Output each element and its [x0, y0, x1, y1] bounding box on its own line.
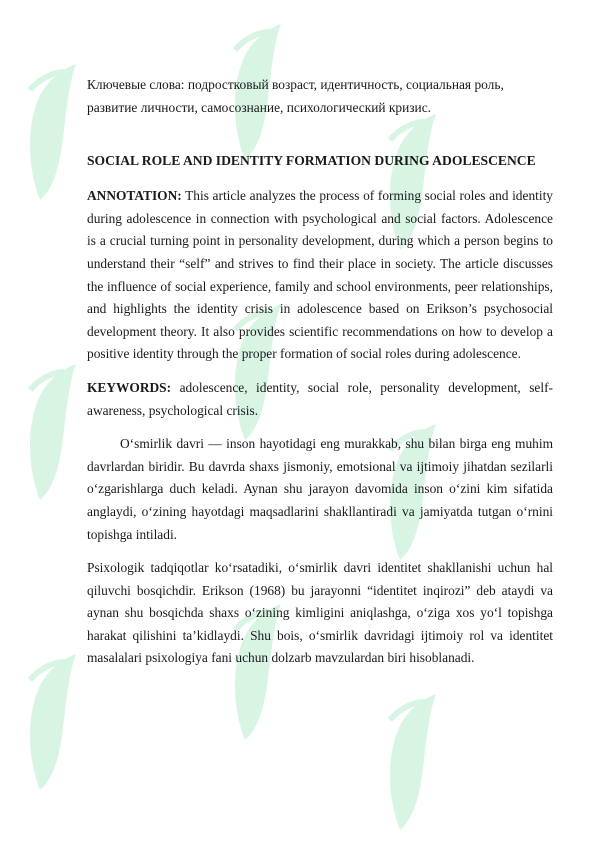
watermark-icon	[20, 360, 82, 510]
annotation-text: This article analyzes the process of forming social roles and identity during adolescence in connection with psychological and social factors. Adolescence is a crucial turning point in personality development, during which a person begins to understand their “self” and strives to find their place in society. The article discusses the influence of social experience, family and school environments, peer relationships, and highlights the identity crisis in adolescence based on Erikson’s psychosocial development theory. It also provides scientific recommendations on how to develop a positive identity through the proper formation of social roles during adolescence.	[87, 188, 554, 362]
watermark-icon	[20, 650, 82, 800]
keywords-russian: Ключевые слова: подростковый возраст, идентичность, социальная роль, развитие личности, самосознание, психологический кризис.	[87, 77, 504, 115]
keywords-label: KEYWORDS:	[87, 379, 172, 395]
article-title: SOCIAL ROLE AND IDENTITY FORMATION DURING ADOLESCENCE	[87, 153, 536, 169]
body-paragraph-1: O‘smirlik davri — inson hayotidagi eng murakkab, shu bilan birga eng muhim davrlardan biridir. Bu davrda shaxs jismoniy, emotsional va ijtimoiy jihatdan sezilarli o‘zgarishlarga duch keladi. Aynan shu jarayon davomida inson o‘zini kim sifatida anglaydi, o‘zining hayotdagi maqsadlarini shakllantiradi va jamiyatda tutgan o‘rnini topishga intiladi.	[87, 436, 553, 542]
annotation-label: ANNOTATION:	[87, 188, 182, 204]
watermark-icon	[20, 60, 82, 210]
keywords-english	[87, 377, 553, 422]
watermark-icon	[380, 690, 442, 840]
document-page	[87, 74, 553, 670]
keywords-text: adolescence, identity, social role, personality development, self-awareness, psychological crisis.	[87, 379, 554, 418]
annotation-paragraph	[87, 185, 553, 366]
body-paragraph-2: Psixologik tadqiqotlar ko‘rsatadiki, o‘smirlik davri identitet shakllanishi uchun hal qiluvchi bosqichdir. Erikson (1968) bu jarayonni “identitet inqirozi” deb ataydi va aynan shu bosqichda shaxs o‘zining kimligini aniqlashga, o‘ziga xos yo‘l topishga harakat qilishini ta’kidlaydi. Shu bois, o‘smirlik davridagi ijtimoiy rol va identitet masalalari psixologiya fani uchun dolzarb mavzulardan biri hisoblanadi.	[87, 560, 553, 666]
